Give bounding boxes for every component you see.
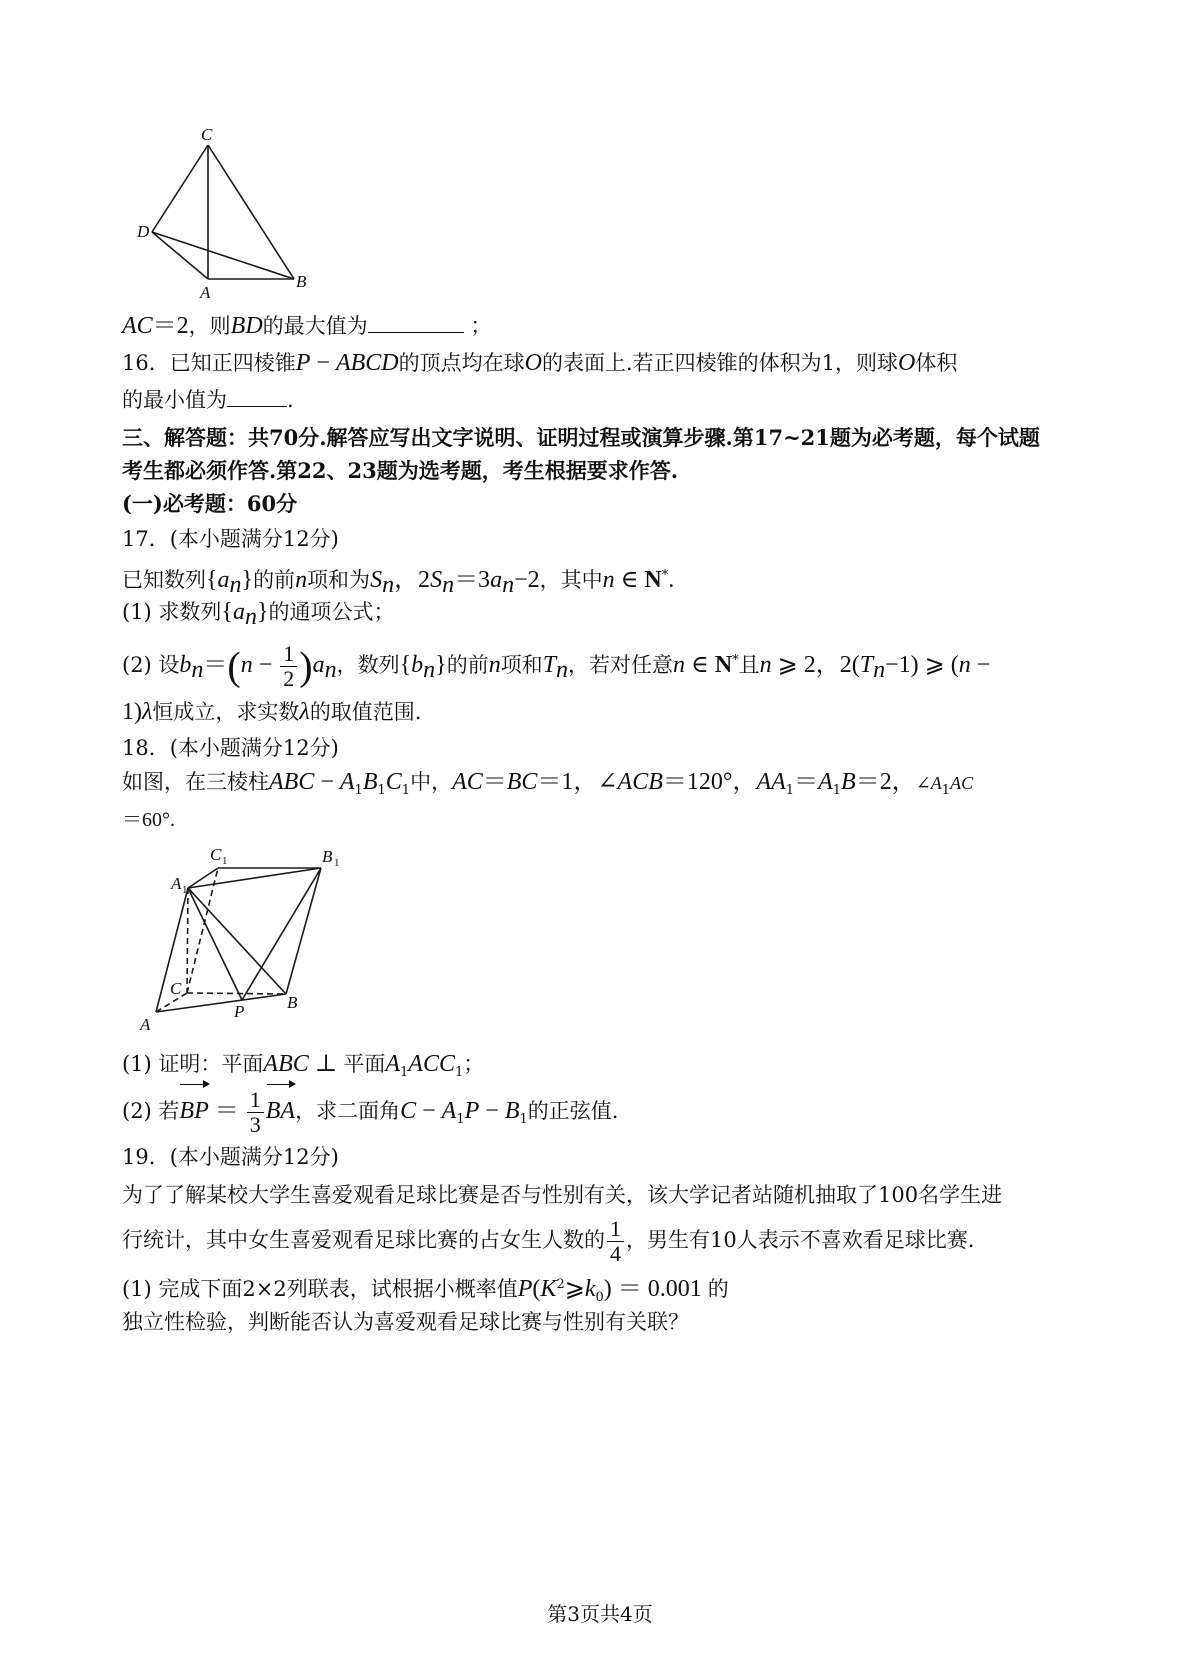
edge-DA — [152, 232, 208, 279]
edge-CD — [152, 145, 208, 232]
label-P: P — [234, 1002, 245, 1021]
q18-header: 18．(本小题满分12分) — [122, 736, 339, 760]
q19-part1: (1) 完成下面2×2列联表，试根据小概率值$P(K^2⩾k_0) = 0.001$ 的 — [122, 1276, 729, 1306]
edge-CB — [187, 993, 286, 994]
segment-A1C — [187, 888, 188, 993]
q16-line1: 16．已知正四棱锥P − ABCD的顶点均在球O的表面上.若正四棱锥的体积为1，则球O体积 — [122, 350, 958, 376]
q18-part1: (1) 证明：平面ABC ⊥ 平面$A_1ACC_1$； — [122, 1051, 485, 1081]
section3-line1: 三、解答题：共70分.解答应写出文字说明、证明过程或演算步骤.第17~21题为必考题，每个试题 — [122, 425, 1040, 450]
q15-line: AC＝2，则BD的最大值为 ； — [122, 313, 492, 339]
segment-A1B — [188, 888, 286, 994]
segment-A1P — [188, 888, 242, 1000]
label-A1: A — [171, 874, 182, 893]
page-footer: 第3页共4页 — [547, 1602, 653, 1626]
q19-line1: 为了了解某校大学生喜爱观看足球比赛是否与性别有关，该大学记者站随机抽取了100名学生进 — [122, 1183, 1003, 1207]
edge-CB — [208, 145, 294, 279]
section3-line2: 考生都必须作答.第22、23题为选考题，考生根据要求作答. — [122, 458, 679, 483]
q17-stem: 已知数列$\{a_n\}$的前n项和为$S_n$，$2S_n=3a_n-2$，其中n ∈ N*. — [122, 567, 675, 599]
tetrahedron-figure — [130, 122, 330, 307]
q17-part2-cont: 1)λ恒成立，求实数λ的取值范围. — [122, 699, 422, 725]
q17-header: 17．(本小题满分12分) — [122, 527, 339, 551]
q16-answer-blank[interactable] — [227, 388, 287, 407]
label-D: D — [137, 222, 150, 241]
q19-line2: 行统计，其中女生喜爱观看足球比赛的占女生人数的 $\frac{1}{4}$ ，男生有10人表示不喜欢看足球比赛. — [122, 1216, 975, 1266]
label-B1-sub: 1 — [334, 857, 340, 869]
label-A: A — [140, 1015, 151, 1034]
q15-answer-blank[interactable] — [368, 314, 464, 333]
label-C1: C — [210, 845, 222, 864]
label-C: C — [201, 125, 213, 144]
label-C: C — [170, 979, 182, 998]
q17-part2: (2) 设$b_n=(n$ − $\frac{1}{2}$ )$a_n$，数列$\{b_n\}$的前n项和$T_n$，若对任意n ∈ N*且n ⩾ 2，$2(T_n-1)$ ⩾ (n − — [122, 641, 991, 691]
prism-figure — [130, 840, 360, 1040]
q19-header: 19．(本小题满分12分) — [122, 1145, 339, 1169]
q16-line2: 的最小值为 . — [122, 388, 294, 412]
segment-B1P — [242, 868, 321, 1000]
edge-A1B1 — [188, 868, 321, 888]
q18-part2: (2) 若BP ＝ $\frac{1}{3}$ BA，求二面角$C - A_1P - B_1$的正弦值. — [122, 1083, 618, 1148]
q19-line4: 独立性检验，判断能否认为喜爱观看足球比赛与性别有关联？ — [122, 1310, 689, 1334]
label-B1: B — [322, 847, 333, 866]
label-A: A — [200, 283, 211, 302]
label-B: B — [287, 993, 298, 1012]
label-A1-sub: 1 — [182, 884, 188, 896]
label-C1-sub: 1 — [222, 855, 228, 867]
q18-stem: 如图，在三棱柱ABC − $A_1B_1C_1$中，AC＝BC＝1，∠ACB＝120°，$AA_1=A_1B=2$，$\angle A_1AC$ — [122, 769, 974, 799]
q18-stem-cont: ＝60°. — [122, 809, 175, 831]
section3-line3: (一)必考题：60分 — [122, 491, 298, 516]
q17-part1: (1) 求数列$\{a_n\}$的通项公式； — [122, 599, 395, 631]
edge-BB1 — [286, 868, 321, 994]
label-B: B — [296, 272, 307, 291]
edge-DB — [152, 232, 294, 279]
